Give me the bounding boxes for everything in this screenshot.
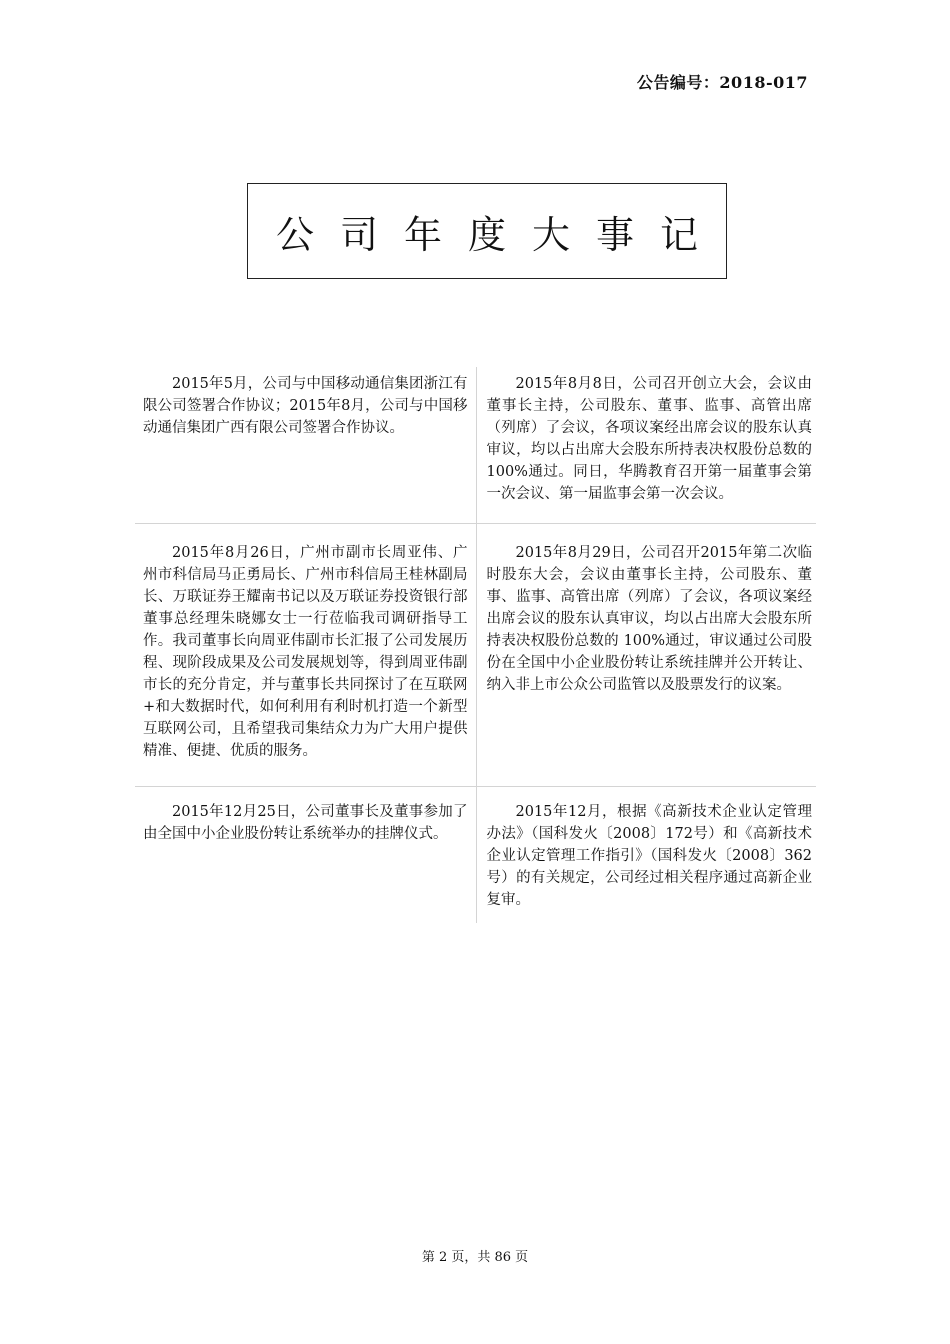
- event-cell-right: 2015年8月29日，公司召开2015年第二次临时股东大会，会议由董事长主持，公司股东、董事、监事、高管出席（列席）了会议，各项议案经出席会议的股东认真审议，均以占出席大会股东所持表决权股份总数的 100%通过，审议通过公司股份在全国中小企业股份转让系统挂牌并公开转让、纳入非上市公众公司监管以及股票发行的议案。: [476, 524, 817, 786]
- page-footer: 第 2 页，共 86 页: [421, 1250, 529, 1265]
- event-row: [135, 787, 816, 923]
- event-row: [135, 524, 816, 787]
- event-cell-left: 2015年5月，公司与中国移动通信集团浙江有限公司签署合作协议；2015年8月，公司与中国移动通信集团广西有限公司签署合作协议。: [143, 376, 468, 436]
- event-cell-right: 2015年8月8日，公司召开创立大会，会议由董事长主持，公司股东、董事、监事、高管出席（列席）了会议，各项议案经出席会议的股东认真审议，均以占出席大会股东所持表决权股份总数的 100%通过。同日，华腾教育召开第一届董事会第一次会议、第一届监事会第一次会议。: [476, 367, 817, 523]
- event-row: [135, 367, 816, 524]
- event-cell-left: 2015年12月25日，公司董事长及董事参加了由全国中小企业股份转让系统举办的挂牌仪式。: [143, 804, 468, 842]
- announcement-number: 公告编号：2018-017: [636, 73, 808, 92]
- events-table: [135, 367, 816, 923]
- event-cell-right: 2015年12月，根据《高新技术企业认定管理办法》（国科发火〔2008〕172号）和《高新技术企业认定管理工作指引》（国科发火〔2008〕362号）的有关规定，公司经过相关程序通过高新企业复审。: [476, 787, 817, 923]
- page-title: 公司年度大事记: [275, 212, 724, 257]
- title-box: [247, 183, 727, 279]
- event-cell-left: 2015年8月26日，广州市副市长周亚伟、广州市科信局马正勇局长、广州市科信局王桂林副局长、万联证券王耀南书记以及万联证券投资银行部董事总经理朱晓娜女士一行莅临我司调研指导工作。我司董事长向周亚伟副市长汇报了公司发展历程、现阶段成果及公司发展规划等，得到周亚伟副市长的充分肯定，并与董事长共同探讨了在互联网+和大数据时代，如何利用有利时机打造一个新型互联网公司，且希望我司集结众力为广大用户提供精准、便捷、优质的服务。: [143, 545, 468, 759]
